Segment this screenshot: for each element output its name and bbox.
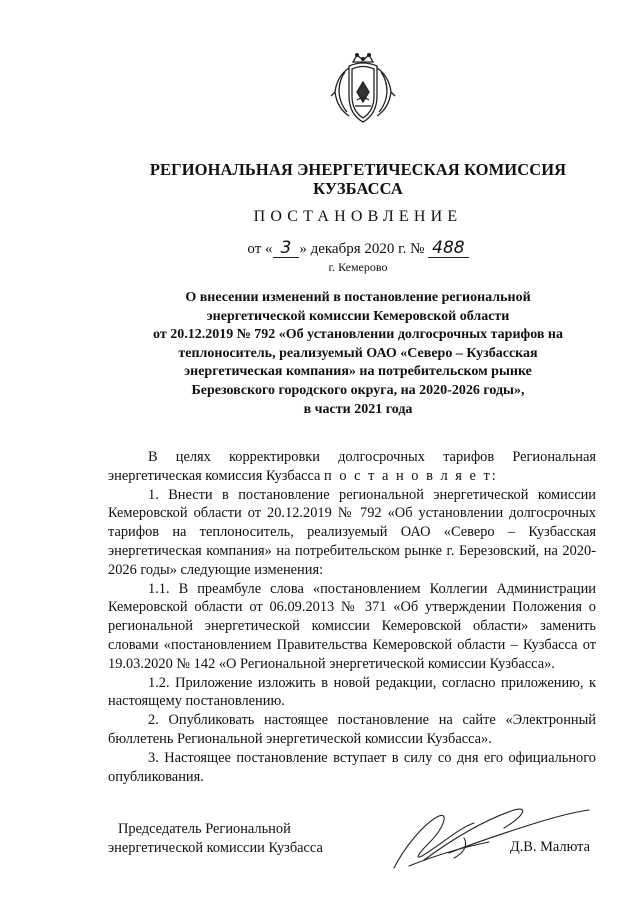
coat-of-arms-emblem	[329, 52, 397, 126]
subject-line: Березовского городского округа, на 2020-2026 годы»,	[191, 382, 525, 398]
signatory-position	[108, 820, 323, 857]
city: г. Кемерово	[328, 260, 388, 274]
subject-line: энергетической комиссии Кемеровской области	[206, 308, 510, 324]
paragraph-1-2: 1.2. Приложение изложить в новой редакции, согласно приложению, к настоящему постановлению.	[108, 674, 596, 710]
organization-title	[140, 160, 576, 198]
intro-text: В целях корректировки долгосрочных тарифов Региональная энергетическая комиссия Кузбасса	[108, 449, 596, 484]
document-body	[108, 448, 596, 786]
resolves-word: п о с т а н о в л я е т:	[324, 467, 498, 484]
document-type: ПОСТАНОВЛЕНИЕ	[253, 208, 463, 225]
paragraph-2: 2. Опубликовать настоящее постановление на сайте «Электронный бюллетень Региональной энергетической комиссии Кузбасса».	[108, 712, 596, 747]
subject-line: О внесении изменений в постановление региональной	[185, 290, 531, 305]
subject-line: в части 2021 года	[303, 401, 413, 417]
paragraph-1: 1. Внести в постановление региональной энергетической комиссии Кемеровской области от 20.12.2019 № 792 «Об установлении долгосрочных тарифов на теплоноситель, реализуемый ОАО «Северо – Кузбасская энергетическая компания» на потребительском рынке г. Березовский, на 2020-2026 годы» следующие изменения:	[108, 486, 596, 578]
subject-line: теплоноситель, реализуемый ОАО «Северо – Кузбасская	[178, 345, 538, 361]
date-day: 3	[273, 240, 300, 258]
date-month-year: » декабря 2020 г. №	[299, 241, 425, 257]
signature-block	[108, 820, 596, 870]
intro-paragraph	[108, 448, 596, 486]
subject-line: от 20.12.2019 № 792 «Об установлении долгосрочных тарифов на	[153, 327, 563, 343]
date-prefix: от «	[247, 241, 273, 257]
position-line-1: Председатель Региональной	[118, 821, 291, 837]
paragraph-3: 3. Настоящее постановление вступает в силу со дня его официального опубликования.	[108, 749, 596, 785]
document-subject	[108, 289, 608, 419]
document-number: 488	[428, 240, 468, 258]
org-line-2: КУЗБАССА	[313, 179, 403, 198]
org-line-1: РЕГИОНАЛЬНАЯ ЭНЕРГЕТИЧЕСКАЯ КОМИССИЯ	[149, 160, 567, 179]
paragraph-1-1: 1.1. В преамбуле слова «постановлением Коллегии Администрации Кемеровской области от 06.09.2013 № 371 «Об утверждении Положения о региональной энергетической комиссии Кемеровской области» заменить словами «постановлением Правительства Кемеровской области – Кузбасса от 19.03.2020 № 142 «О Региональной энергетической комиссии Кузбасса».	[108, 580, 596, 672]
position-line-2: энергетической комиссии Кузбасса	[108, 839, 323, 856]
subject-line: энергетическая компания» на потребительском рынке	[184, 364, 532, 380]
signatory-name: Д.В. Малюта	[509, 839, 590, 855]
date-line	[140, 240, 576, 258]
